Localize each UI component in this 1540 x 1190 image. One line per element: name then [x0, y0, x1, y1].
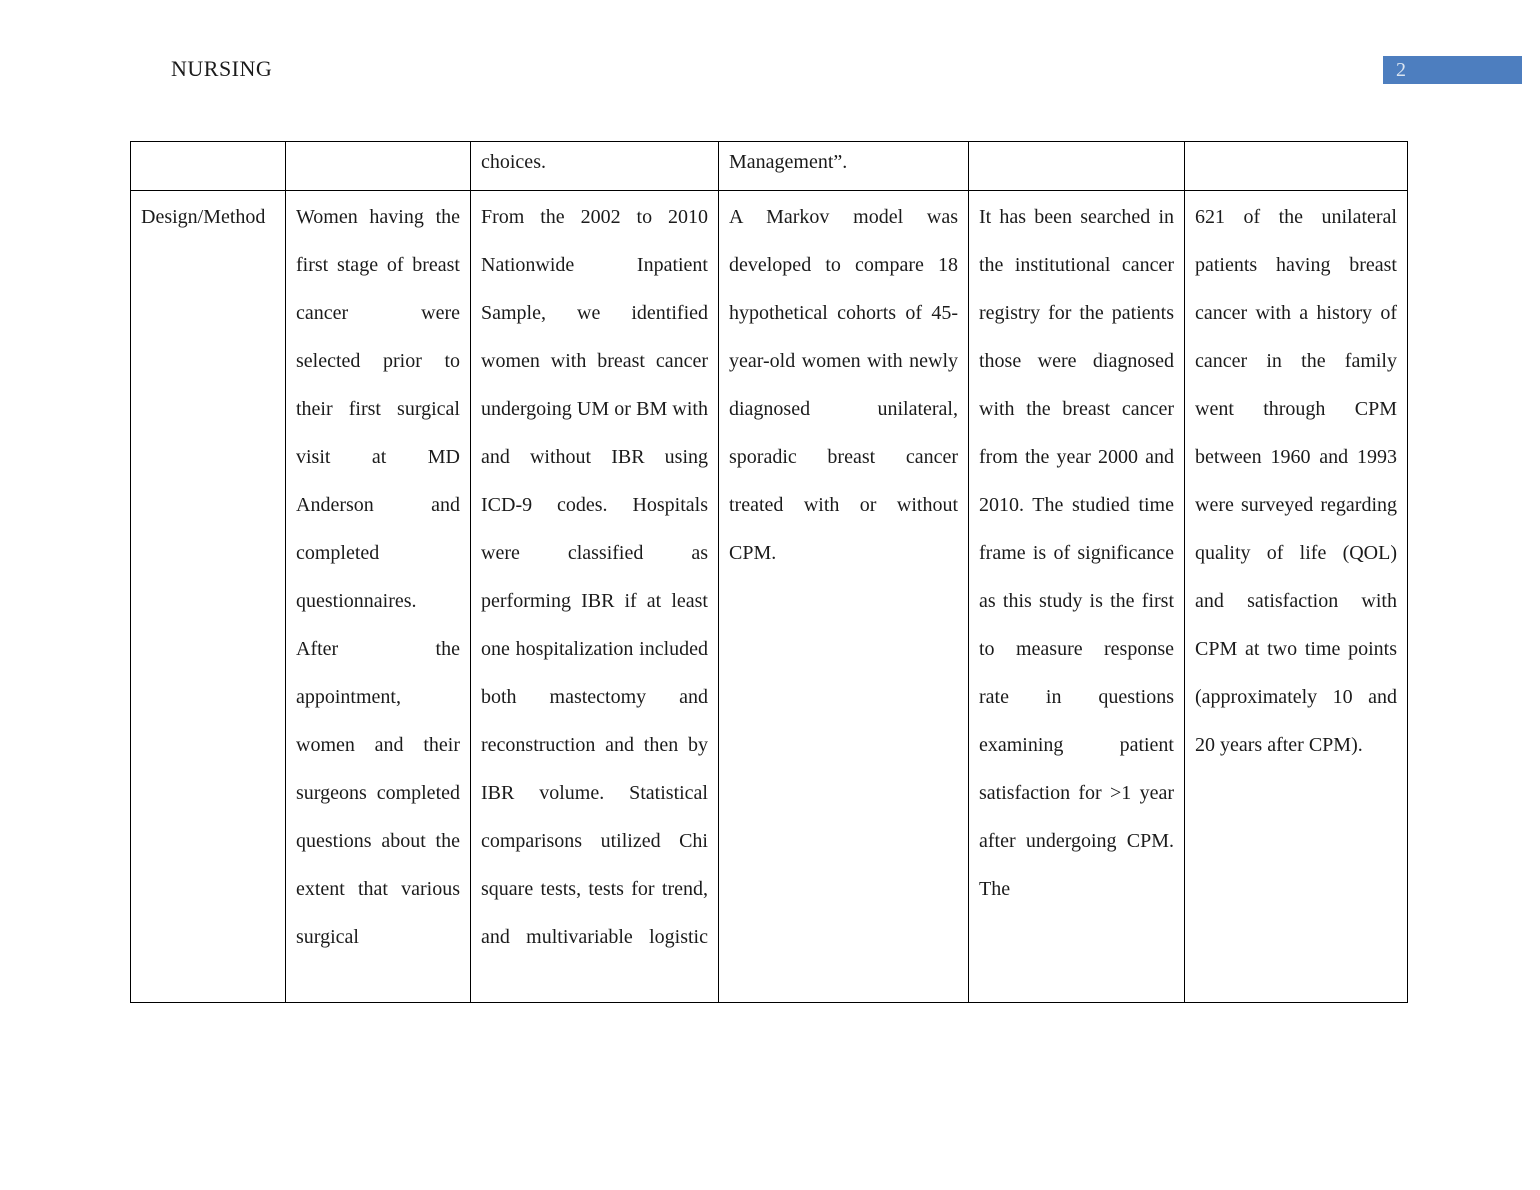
design-method-table	[130, 141, 1408, 1003]
cell-study1-method	[286, 191, 471, 1003]
cell-study4-method	[969, 191, 1185, 1003]
cell-study3-method	[719, 191, 969, 1003]
study2-method-text: From the 2002 to 2010 Nationwide Inpatient Sample, we identified women with breast cancer undergoing UM or BM with and without IBR using ICD-9 codes. Hospitals were classified as performing IBR if at least one hospitalization included both mastectomy and reconstruction and then by IBR volume. Statistical comparisons utilized Chi square tests, tests for trend, and multivariable logistic	[481, 206, 708, 948]
study3-method-text: A Markov model was developed to compare 18 hypothetical cohorts of 45-year-old women with newly diagnosed unilateral, sporadic breast cancer treated with or without CPM.	[729, 206, 958, 564]
cell-study2-method	[471, 191, 719, 1003]
page-number: 2	[1396, 59, 1406, 81]
cell-col2-cont: choices.	[471, 142, 719, 191]
cell-rowlabel-cont	[131, 142, 286, 191]
cell-study5-method	[1185, 191, 1408, 1003]
design-method-label-text: Design/Method	[141, 206, 266, 228]
page-number-badge	[1383, 56, 1522, 84]
running-head-title: NURSING	[171, 56, 273, 81]
table-row-continuation	[131, 142, 1408, 191]
study4-method-text: It has been searched in the institutional cancer registry for the patients those were diagnosed with the breast cancer from the year 2000 and 2010. The studied time frame is of significance as this study is the first to measure response rate in questions examining patient satisfaction for >1 year after undergoing CPM. The	[979, 206, 1174, 900]
cell-col3-cont: Management”.	[719, 142, 969, 191]
table-row-design-method	[131, 191, 1408, 1003]
cell-col5-cont	[1185, 142, 1408, 191]
study5-method-text: 621 of the unilateral patients having breast cancer with a history of cancer in the family went through CPM between 1960 and 1993 were surveyed regarding quality of life (QOL) and satisfaction with CPM at two time points (approximately 10 and 20 years after CPM).	[1195, 206, 1397, 756]
cell-col4-cont	[969, 142, 1185, 191]
cell-col1-cont	[286, 142, 471, 191]
cell-design-method-label	[131, 191, 286, 1003]
study1-method-text: Women having the first stage of breast cancer were selected prior to their first surgical visit at MD Anderson and completed questionnaires. After the appointment, women and their surgeons completed questions about the extent that various surgical	[296, 206, 460, 948]
